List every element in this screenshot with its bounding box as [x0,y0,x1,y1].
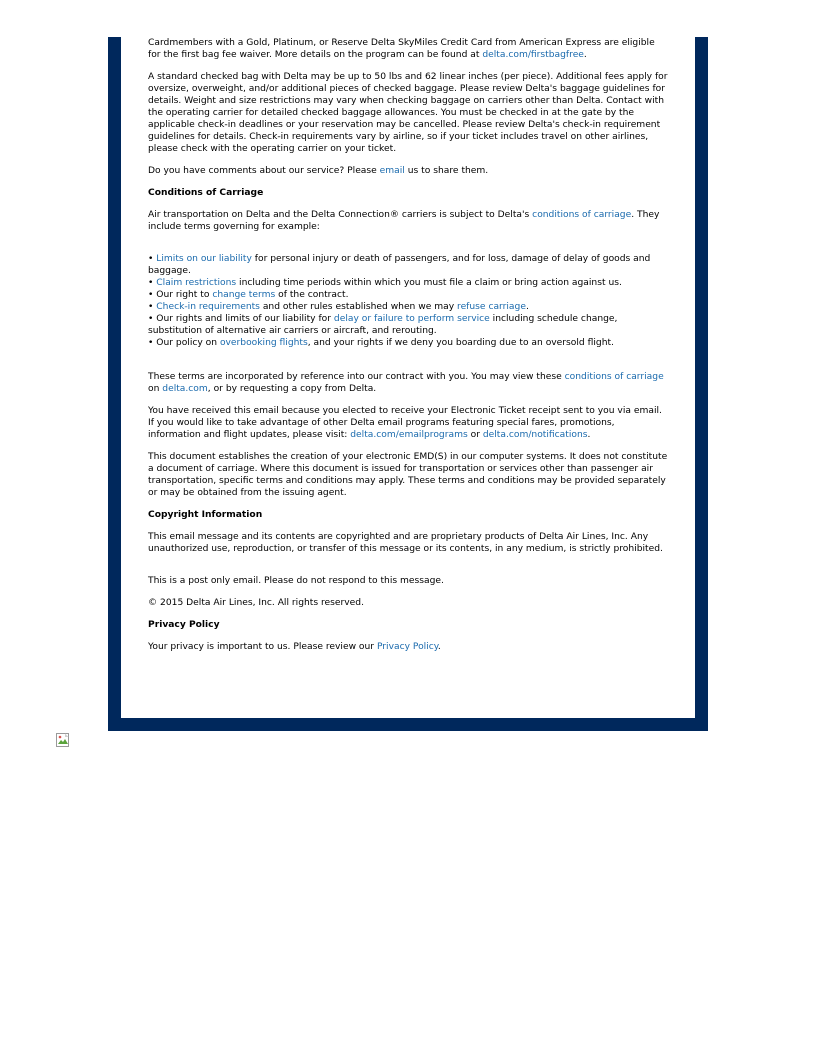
list-item [148,313,668,337]
claim-restrictions-link[interactable]: Claim restrictions [156,278,237,288]
incorporated-paragraph [148,371,668,395]
item-after: including schedule change, substitution of alternative air carriers or aircraft, and rerouting. [148,314,618,336]
bullet: • [148,278,157,288]
item-after: of the contract. [275,290,349,300]
comments-after: us to share them. [404,166,489,176]
received-before: You have received this email because you elected to receive your Electronic Ticket receipt sent to you via email. If you would like to take advantage of other Delta email programs featuring special fares, promotions, information and flight updates, please visit: [148,406,662,440]
delta-com-link[interactable]: delta.com [162,384,208,394]
notifications-link[interactable]: delta.com/notifications [482,430,588,440]
copyright-heading: Copyright Information [148,510,263,520]
item-before: Our right to [156,290,213,300]
refuse-carriage-link[interactable]: refuse carriage [457,302,526,312]
list-item [148,289,668,301]
broken-image-icon [55,732,71,748]
checkin-requirements-link[interactable]: Check-in requirements [156,302,260,312]
privacy-policy-link[interactable]: Privacy Policy [376,642,438,652]
email-link[interactable]: email [379,166,405,176]
conditions-intro-after: . They include terms governing for example: [148,210,660,232]
conditions-of-carriage-link-2[interactable]: conditions of carriage [564,372,664,382]
bullet: • [148,290,157,300]
comments-before: Do you have comments about our service? Please [148,166,380,176]
emailprograms-link[interactable]: delta.com/emailprograms [350,430,468,440]
privacy-before: Your privacy is important to us. Please review our [148,642,377,652]
bullet: • [148,254,157,264]
list-item [148,253,668,277]
email-content [121,37,695,718]
item-before: Our policy on [156,338,220,348]
privacy-after: . [437,642,441,652]
received-after: . [587,430,591,440]
delay-failure-link[interactable]: delay or failure to perform service [333,314,490,324]
emd-paragraph: This document establishes the creation of your electronic EMD(S) in our computer systems. It does not constitute a document of carriage. Where this document is issued for transportation or services other than passenger air transportation, specific terms and conditions may apply. These terms and conditions may be provided separately or may be obtained from the issuing agent. [148,452,668,498]
overbooking-link[interactable]: overbooking flights [219,338,308,348]
list-item [148,301,668,313]
conditions-of-carriage-link[interactable]: conditions of carriage [532,210,632,220]
privacy-heading: Privacy Policy [148,620,220,630]
conditions-list [148,253,668,349]
bullet: • [148,302,157,312]
received-mid: or [467,430,483,440]
limits-liability-link[interactable]: Limits on our liability [156,254,252,264]
item-after: for personal injury or death of passengers, and for loss, damage of delay of goods and baggage. [148,254,651,276]
baggage-paragraph: A standard checked bag with Delta may be up to 50 lbs and 62 linear inches (per piece). Additional fees apply for oversize, overweight, and/or additional pieces of checked baggage. Please review Delta's baggage guidelines for details. Weight and size restrictions may vary when checking baggage on carriers other than Delta. Contact with the operating carrier for detailed checked baggage allowances. You must be checked in at the gate by the applicable check-in deadlines or your reservation may be cancelled. Please review Delta's check-in requirement guidelines for details. Check-in requirements vary by airline, so if your ticket includes travel on other airlines, please check with the operating carrier on your ticket. [148,72,668,154]
received-paragraph [148,405,668,441]
bag-waiver-text: Cardmembers with a Gold, Platinum, or Reserve Delta SkyMiles Credit Card from American Express are eligible for the first bag fee waiver. More details on the program can be found at [148,38,655,60]
incorporated-mid: on [148,384,163,394]
change-terms-link[interactable]: change terms [212,290,276,300]
item-after: including time periods within which you must file a claim or bring action against us. [236,278,622,288]
conditions-intro [148,209,668,233]
bag-waiver-paragraph [148,37,668,61]
rights-notice: © 2015 Delta Air Lines, Inc. All rights reserved. [148,598,364,608]
copyright-paragraph: This email message and its contents are copyrighted and are proprietary products of Delta Air Lines, Inc. Any unauthorized use, reproduction, or transfer of this message or its contents, in any medium, is strictly prohibited. [148,532,663,554]
bag-waiver-end: . [583,50,587,60]
item-after: . [525,302,529,312]
conditions-heading: Conditions of Carriage [148,188,264,198]
bullet: • [148,314,157,324]
incorporated-before: These terms are incorporated by reference into our contract with you. You may view these [148,372,565,382]
item-before: Our rights and limits of our liability for [156,314,334,324]
comments-paragraph [148,165,668,177]
list-item [148,337,668,349]
incorporated-after: , or by requesting a copy from Delta. [207,384,377,394]
list-item [148,277,668,289]
post-only-notice: This is a post only email. Please do not respond to this message. [148,576,444,586]
bullet: • [148,338,157,348]
item-after: and other rules established when we may [259,302,458,312]
item-after: , and your rights if we deny you boarding due to an oversold flight. [307,338,614,348]
conditions-intro-before: Air transportation on Delta and the Delta Connection® carriers is subject to Delta's [148,210,533,220]
privacy-paragraph [148,641,668,653]
firstbagfree-link[interactable]: delta.com/firstbagfree [482,50,584,60]
